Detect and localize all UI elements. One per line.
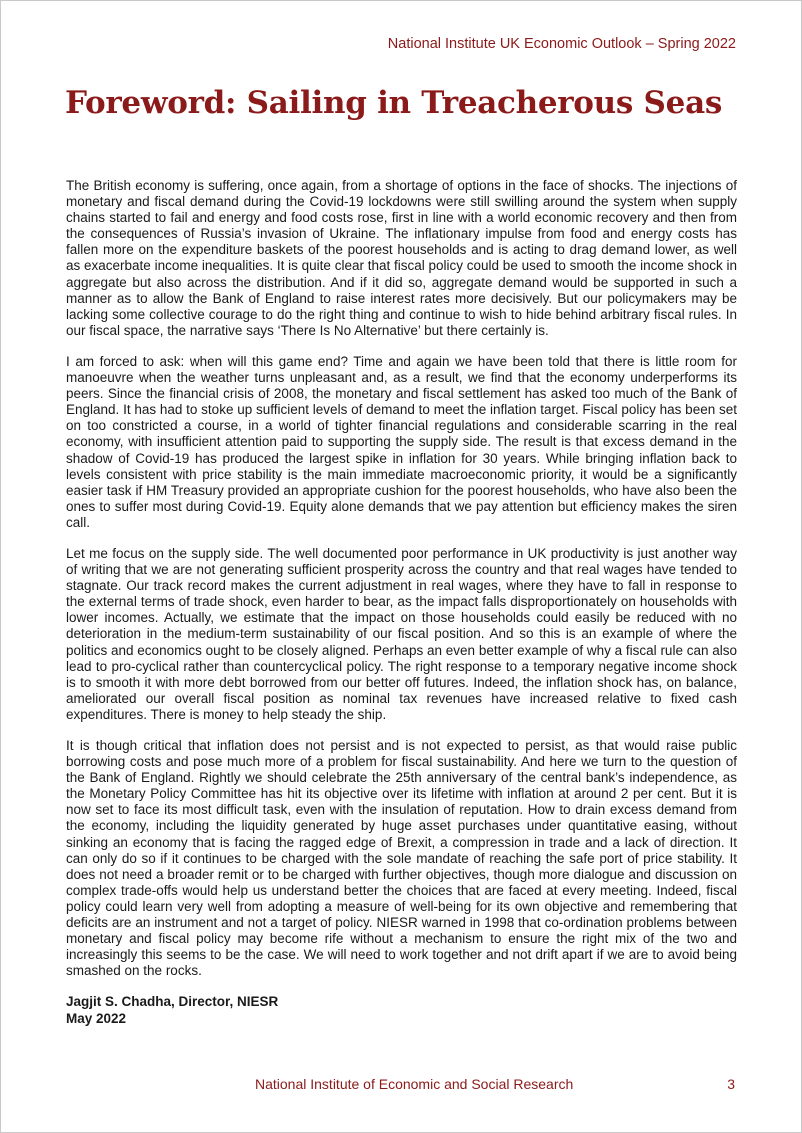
paragraph: Let me focus on the supply side. The well documented poor performance in UK productivity is just another way of writing that we are not generating sufficient prosperity across the country and that real wages have tended to stagnate. Our track record makes the current adjustment in real wages, where they have to fall in response to the external terms of trade shock, even harder to bear, as the impact falls disproportionately on households with lower incomes. Actually, we estimate that the impact on those households could easily be reduced with no deterioration in the medium-term sustainability of our fiscal position. And so this is an example of where the politics and economics ought to be closely aligned. Perhaps an even better example of why a fiscal rule can also lead to pro-cyclical rather than countercyclical policy. The right response to a temporary negative income shock is to smooth it with more debt borrowed from our better off futures. Indeed, the inflation shock has, on balance, ameliorated our overall fiscal position as nominal tax revenues have increased relative to fixed cash expenditures. There is money to help steady the ship. — [66, 545, 737, 722]
signature-date: May 2022 — [66, 1010, 127, 1026]
page-title: Foreword: Sailing in Treacherous Seas — [65, 85, 723, 121]
running-header: National Institute UK Economic Outlook – Spring 2022 — [387, 36, 736, 52]
signature-author: Jagjit S. Chadha, Director, NIESR — [66, 994, 279, 1010]
page-number: 3 — [727, 1076, 735, 1092]
paragraph: I am forced to ask: when will this game end? Time and again we have been told that there is little room for manoeuvre when the weather turns unpleasant and, as a result, we find that the economy underperforms its peers. Since the financial crisis of 2008, the monetary and fiscal settlement has asked too much of the Bank of England. It has had to stoke up sufficient levels of demand to meet the inflation target. Fiscal policy has been set on too constricted a course, in a world of tighter financial regulations and considerable scarring in the real economy, with insufficient attention paid to supporting the supply side. The result is that excess demand in the shadow of Covid-19 has produced the largest spike in inflation for 30 years. While bringing inflation back to levels consistent with price stability is the main immediate macroeconomic priority, it would be a significantly easier task if HM Treasury provided an appropriate cushion for the poorest households, who have also been the ones to suffer most during Covid-19. Equity alone demands that we pay attention but efficiency makes the siren call. — [66, 353, 737, 530]
body-text — [66, 178, 737, 1027]
paragraph: It is though critical that inflation does not persist and is not expected to persist, as that would raise public borrowing costs and pose much more of a problem for fiscal sustainability. And here we turn to the question of the Bank of England. Rightly we should celebrate the 25th anniversary of the central bank’s independence, as the Monetary Policy Committee has hit its objective over its lifetime with inflation at around 2 per cent. But it is now set to face its most difficult task, even with the insulation of reputation. How to drain excess demand from the economy, including the liquidity generated by huge asset purchases under quantitative easing, without sinking an economy that is facing the ragged edge of Brexit, a compression in trade and a lack of direction. It can only do so if it continues to be charged with the sole mandate of reaching the safe port of price stability. It does not need a broader remit or to be charged with further objectives, though more dialogue and discussion on complex trade-offs would help us understand better the choices that are faced at every meeting. Indeed, fiscal policy could learn very well from adopting a measure of well-being for its own objective and remembering that deficits are an instrument and not a target of policy. NIESR warned in 1998 that co-ordination problems between monetary and fiscal policy may become rife without a mechanism to ensure the right mix of the two and increasingly this seems to be the case. We will need to work together and not drift apart if we are to avoid being smashed on the rocks. — [66, 738, 737, 979]
footer-organization: National Institute of Economic and Social Research — [255, 1076, 574, 1092]
paragraph: The British economy is suffering, once again, from a shortage of options in the face of shocks. The injections of monetary and fiscal demand during the Covid-19 lockdowns were still swilling around the system when supply chains started to fail and energy and food costs rose, first in line with a world economic recovery and then from the consequences of Russia’s invasion of Ukraine. The inflationary impulse from food and energy costs has fallen more on the expenditure baskets of the poorest households and is acting to drag demand lower, as well as exacerbate income inequalities. It is quite clear that fiscal policy could be used to smooth the income shock in aggregate but also across the distribution. And if it did so, aggregate demand would be supported in such a manner as to allow the Bank of England to raise interest rates more decisively. But our policymakers may be lacking some collective courage to do the right thing and continue to wish to hide behind arbitrary fiscal rules. In our fiscal space, the narrative says ‘There Is No Alternative’ but there certainly is. — [66, 178, 737, 338]
signature-block — [66, 994, 737, 1026]
